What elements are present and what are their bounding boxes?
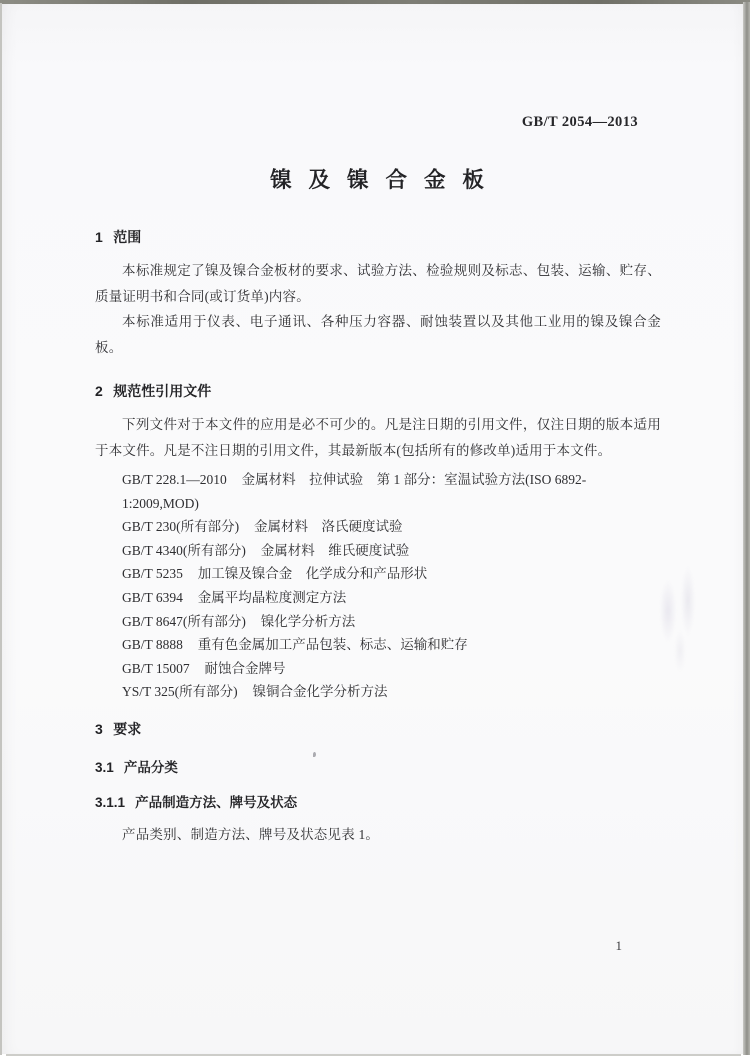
reference-item [122, 515, 661, 539]
reference-title: 耐蚀合金牌号 [204, 660, 286, 676]
reference-code: YS/T 325(所有部分) [122, 684, 238, 700]
section-number: 2 [95, 383, 103, 399]
section-number: 3.1.1 [95, 794, 126, 810]
reference-item [122, 657, 661, 681]
page-number: 1 [615, 938, 622, 953]
section-number: 3 [95, 720, 103, 737]
reference-code: GB/T 4340(所有部分) [122, 542, 246, 558]
section-3-1-heading [95, 756, 661, 776]
section-title: 产品制造方法、牌号及状态 [135, 794, 298, 810]
section-title: 要求 [113, 720, 142, 737]
reference-code: GB/T 6394 [122, 589, 183, 605]
reference-title: 金属材料 洛氏硬度试验 [253, 519, 403, 535]
reference-code: GB/T 228.1—2010 [122, 472, 227, 487]
standard-code-header: GB/T 2054—2013 [521, 114, 638, 130]
reference-item [122, 680, 661, 704]
scan-ink-speck [313, 752, 316, 757]
reference-code: GB/T 8888 [122, 637, 183, 653]
reference-item [122, 468, 661, 515]
reference-code: GB/T 15007 [122, 660, 190, 676]
normative-references-list [95, 468, 661, 704]
section-title: 范围 [113, 229, 142, 245]
section-1-heading [95, 227, 661, 247]
reference-title: 镍化学分析方法 [260, 613, 356, 629]
reference-item [122, 610, 661, 634]
section-title: 规范性引用文件 [113, 383, 212, 399]
reference-title: 金属材料 拉伸试验 第 1 部分：室温试验方法(ISO 6892-1:2009,MOD) [122, 472, 587, 511]
section-2-body [95, 412, 661, 463]
reference-title: 镍铜合金化学分析方法 [252, 684, 388, 700]
section-3-body [95, 822, 661, 848]
reference-title: 加工镍及镍合金 化学成分和产品形状 [197, 566, 428, 582]
document-title: 镍 及 镍 合 金 板 [270, 168, 486, 192]
reference-title: 金属材料 维氏硬度试验 [260, 542, 410, 558]
reference-item [122, 539, 661, 563]
scan-edge-right [743, 2, 750, 1055]
section-title: 产品分类 [123, 759, 178, 775]
paragraph: 本标准规定了镍及镍合金板材的要求、试验方法、检验规则及标志、包装、运输、贮存、质量证明书和合同(或订货单)内容。 [95, 263, 661, 304]
reference-code: GB/T 230(所有部分) [122, 519, 240, 535]
reference-title: 重有色金属加工产品包装、标志、运输和贮存 [197, 637, 468, 653]
paragraph: 下列文件对于本文件的应用是必不可少的。凡是注日期的引用文件，仅注日期的版本适用于本文件。凡是不注日期的引用文件，其最新版本(包括所有的修改单)适用于本文件。 [95, 417, 661, 458]
section-2-heading [95, 381, 661, 401]
page-content [2, 114, 743, 847]
section-1-body [95, 258, 661, 360]
reference-code: GB/T 5235 [122, 566, 183, 582]
section-3-heading [95, 719, 661, 739]
reference-item [122, 633, 661, 657]
reference-item [122, 586, 661, 610]
section-number: 3.1 [95, 759, 114, 775]
section-number: 1 [95, 229, 103, 245]
document-page [2, 4, 743, 1054]
paragraph: 产品类别、制造方法、牌号及状态见表 1。 [122, 826, 380, 842]
scan-edge-bottom [6, 1054, 741, 1056]
reference-item [122, 562, 661, 586]
reference-code: GB/T 8647(所有部分) [122, 613, 246, 629]
reference-title: 金属平均晶粒度测定方法 [197, 589, 347, 605]
paragraph: 本标准适用于仪表、电子通讯、各种压力容器、耐蚀装置以及其他工业用的镍及镍合金板。 [95, 314, 661, 355]
section-3-1-1-heading [95, 791, 661, 811]
